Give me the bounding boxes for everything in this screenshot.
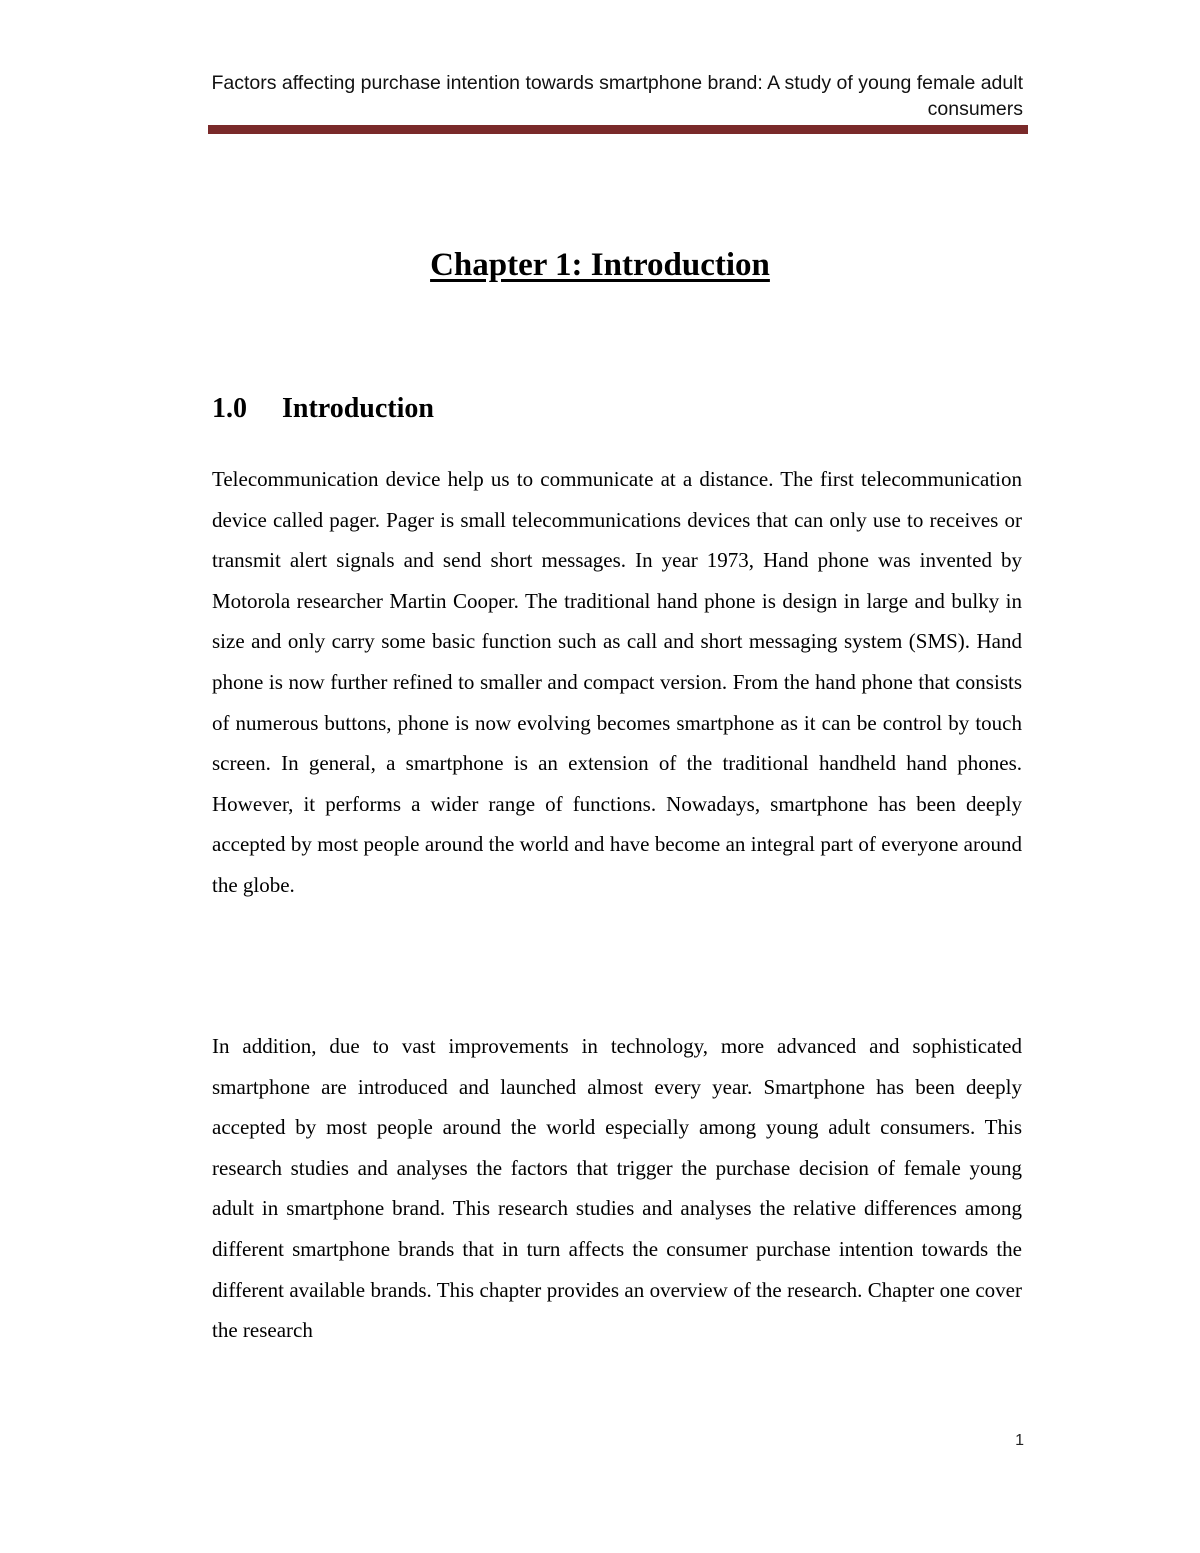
section-number: 1.0 [212,393,247,424]
page-number: 1 [1015,1432,1024,1449]
header-rule [208,125,1028,134]
chapter-title: Chapter 1: Introduction [430,247,770,283]
body-paragraph: Telecommunication device help us to communicate at a distance. The first telecommunication device called pager. Pager is small telecommunications devices that can only use to receives or transmit alert signals and send short messages. In year 1973, Hand phone was invented by Motorola researcher Martin Cooper. The traditional hand phone is design in large and bulky in size and only carry some basic function such as call and short messaging system (SMS). Hand phone is now further refined to smaller and compact version. From the hand phone that consists of numerous buttons, phone is now evolving becomes smartphone as it can be control by touch screen. In general, a smartphone is an extension of the traditional handheld hand phones. However, it performs a wider range of functions. Nowadays, smartphone has been deeply accepted by most people around the world and have become an integral part of everyone around the globe. [212,467,1022,897]
running-header: Factors affecting purchase intention towards smartphone brand: A study of young female adult consumers [211,72,1023,120]
body-paragraph: In addition, due to vast improvements in technology, more advanced and sophisticated smartphone are introduced and launched almost every year. Smartphone has been deeply accepted by most people around the world especially among young adult consumers. This research studies and analyses the factors that trigger the purchase decision of female young adult in smartphone brand. This research studies and analyses the relative differences among different smartphone brands that in turn affects the consumer purchase intention towards the different available brands. This chapter provides an overview of the research. Chapter one cover the research [212,1034,1022,1343]
section-heading [212,390,434,428]
section-title: Introduction [282,393,434,424]
